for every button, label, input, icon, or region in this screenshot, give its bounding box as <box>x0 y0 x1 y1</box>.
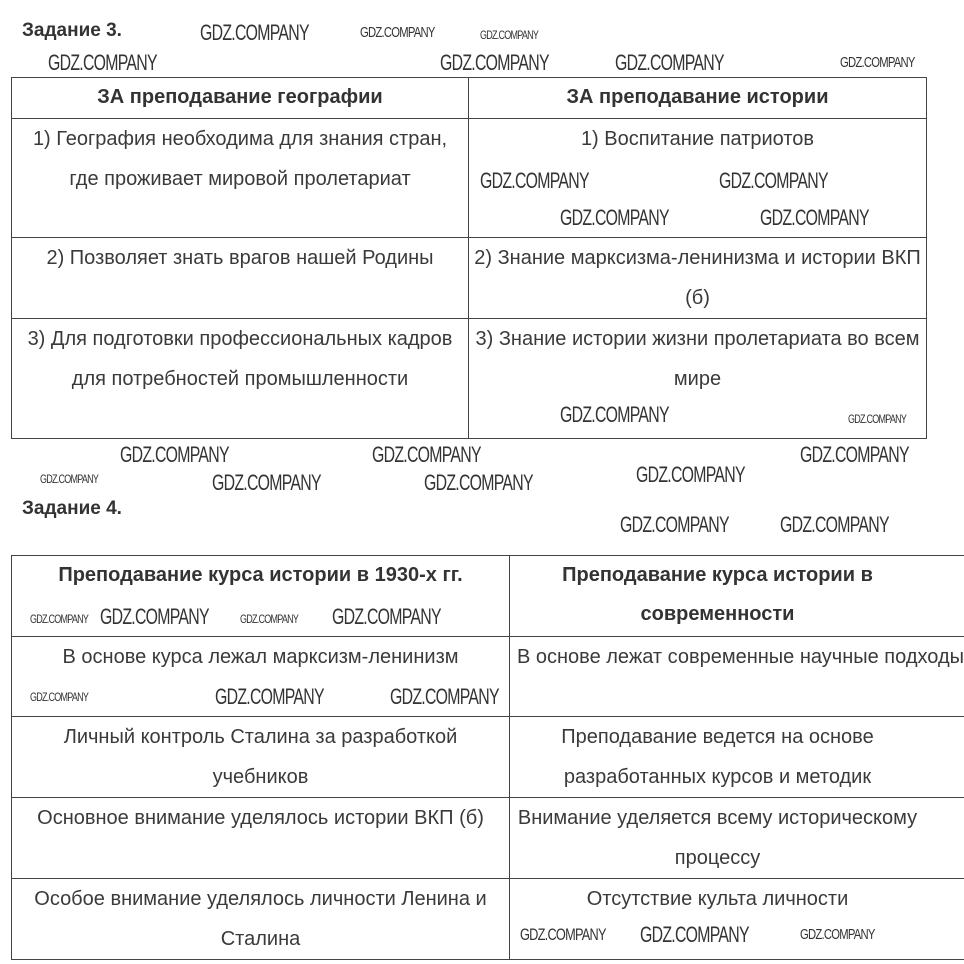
task3-title: Задание 3. <box>22 20 122 41</box>
task3-table <box>11 77 927 439</box>
table-cell: В основе лежат современные научные подходы <box>510 637 964 717</box>
watermark: GDZ.COMPANY <box>719 168 828 193</box>
table-row <box>12 319 927 439</box>
watermark: GDZ.COMPANY <box>620 512 729 537</box>
watermark: GDZ.COMPANY <box>640 922 749 947</box>
watermark: GDZ.COMPANY <box>615 50 724 75</box>
watermark: GDZ.COMPANY <box>480 28 539 42</box>
table-cell: 3) Для подготовки профессиональных кадров для потребностей промышленности <box>12 319 469 439</box>
watermark: GDZ.COMPANY <box>636 462 745 487</box>
watermark: GDZ.COMPANY <box>440 50 549 75</box>
table-row <box>12 238 927 319</box>
table-row <box>12 798 964 879</box>
table-header-row <box>12 78 927 119</box>
table-header-row <box>12 556 964 637</box>
watermark: GDZ.COMPANY <box>390 684 499 709</box>
watermark: GDZ.COMPANY <box>332 604 441 629</box>
table-cell: Основное внимание уделялось истории ВКП (б) <box>12 798 510 879</box>
table-cell: 1) География необходима для знания стран, где проживает мировой пролетариат <box>12 119 469 238</box>
watermark: GDZ.COMPANY <box>800 442 909 467</box>
watermark: GDZ.COMPANY <box>30 612 89 626</box>
table-row <box>12 119 927 238</box>
watermark: GDZ.COMPANY <box>212 470 321 495</box>
table-cell: Особое внимание уделялось личности Ленина и Сталина <box>12 879 510 960</box>
watermark: GDZ.COMPANY <box>560 205 669 230</box>
table-row <box>12 879 964 960</box>
table-cell: 1) Воспитание патриотов <box>469 119 927 238</box>
watermark: GDZ.COMPANY <box>848 412 907 426</box>
watermark: GDZ.COMPANY <box>240 612 299 626</box>
task4-title: Задание 4. <box>22 498 122 519</box>
watermark: GDZ.COMPANY <box>48 50 157 75</box>
watermark: GDZ.COMPANY <box>200 20 309 45</box>
table-cell: 3) Знание истории жизни пролетариата во всем мире <box>469 319 927 439</box>
task4-table <box>11 555 964 960</box>
table-row <box>12 717 964 798</box>
watermark: GDZ.COMPANY <box>30 690 89 704</box>
watermark: GDZ.COMPANY <box>215 684 324 709</box>
watermark: GDZ.COMPANY <box>100 604 209 629</box>
table-cell: Внимание уделяется всему историческому процессу <box>510 798 964 879</box>
watermark: GDZ.COMPANY <box>800 926 875 943</box>
header-cell: ЗА преподавание географии <box>12 78 469 119</box>
table-cell: Отсутствие культа личности <box>510 879 964 960</box>
table-cell: 2) Знание марксизма-ленинизма и истории ВКП (б) <box>469 238 927 319</box>
table-cell: Личный контроль Сталина за разработкой учебников <box>12 717 510 798</box>
watermark: GDZ.COMPANY <box>40 472 99 486</box>
watermark: GDZ.COMPANY <box>840 54 915 71</box>
watermark: GDZ.COMPANY <box>760 205 869 230</box>
header-cell: ЗА преподавание истории <box>469 78 927 119</box>
header-cell: Преподавание курса истории в 1930-х гг. <box>12 556 510 637</box>
header-cell: Преподавание курса истории в современности <box>510 556 964 637</box>
table-cell: В основе курса лежал марксизм-ленинизм <box>12 637 510 717</box>
watermark: GDZ.COMPANY <box>520 925 606 944</box>
table-cell: 2) Позволяет знать врагов нашей Родины <box>12 238 469 319</box>
watermark: GDZ.COMPANY <box>360 24 435 41</box>
table-row <box>12 637 964 717</box>
watermark: GDZ.COMPANY <box>780 512 889 537</box>
watermark: GDZ.COMPANY <box>372 442 481 467</box>
watermark: GDZ.COMPANY <box>120 442 229 467</box>
watermark: GDZ.COMPANY <box>560 402 669 427</box>
watermark: GDZ.COMPANY <box>480 168 589 193</box>
table-cell: Преподавание ведется на основе разработанных курсов и методик <box>510 717 964 798</box>
watermark: GDZ.COMPANY <box>424 470 533 495</box>
